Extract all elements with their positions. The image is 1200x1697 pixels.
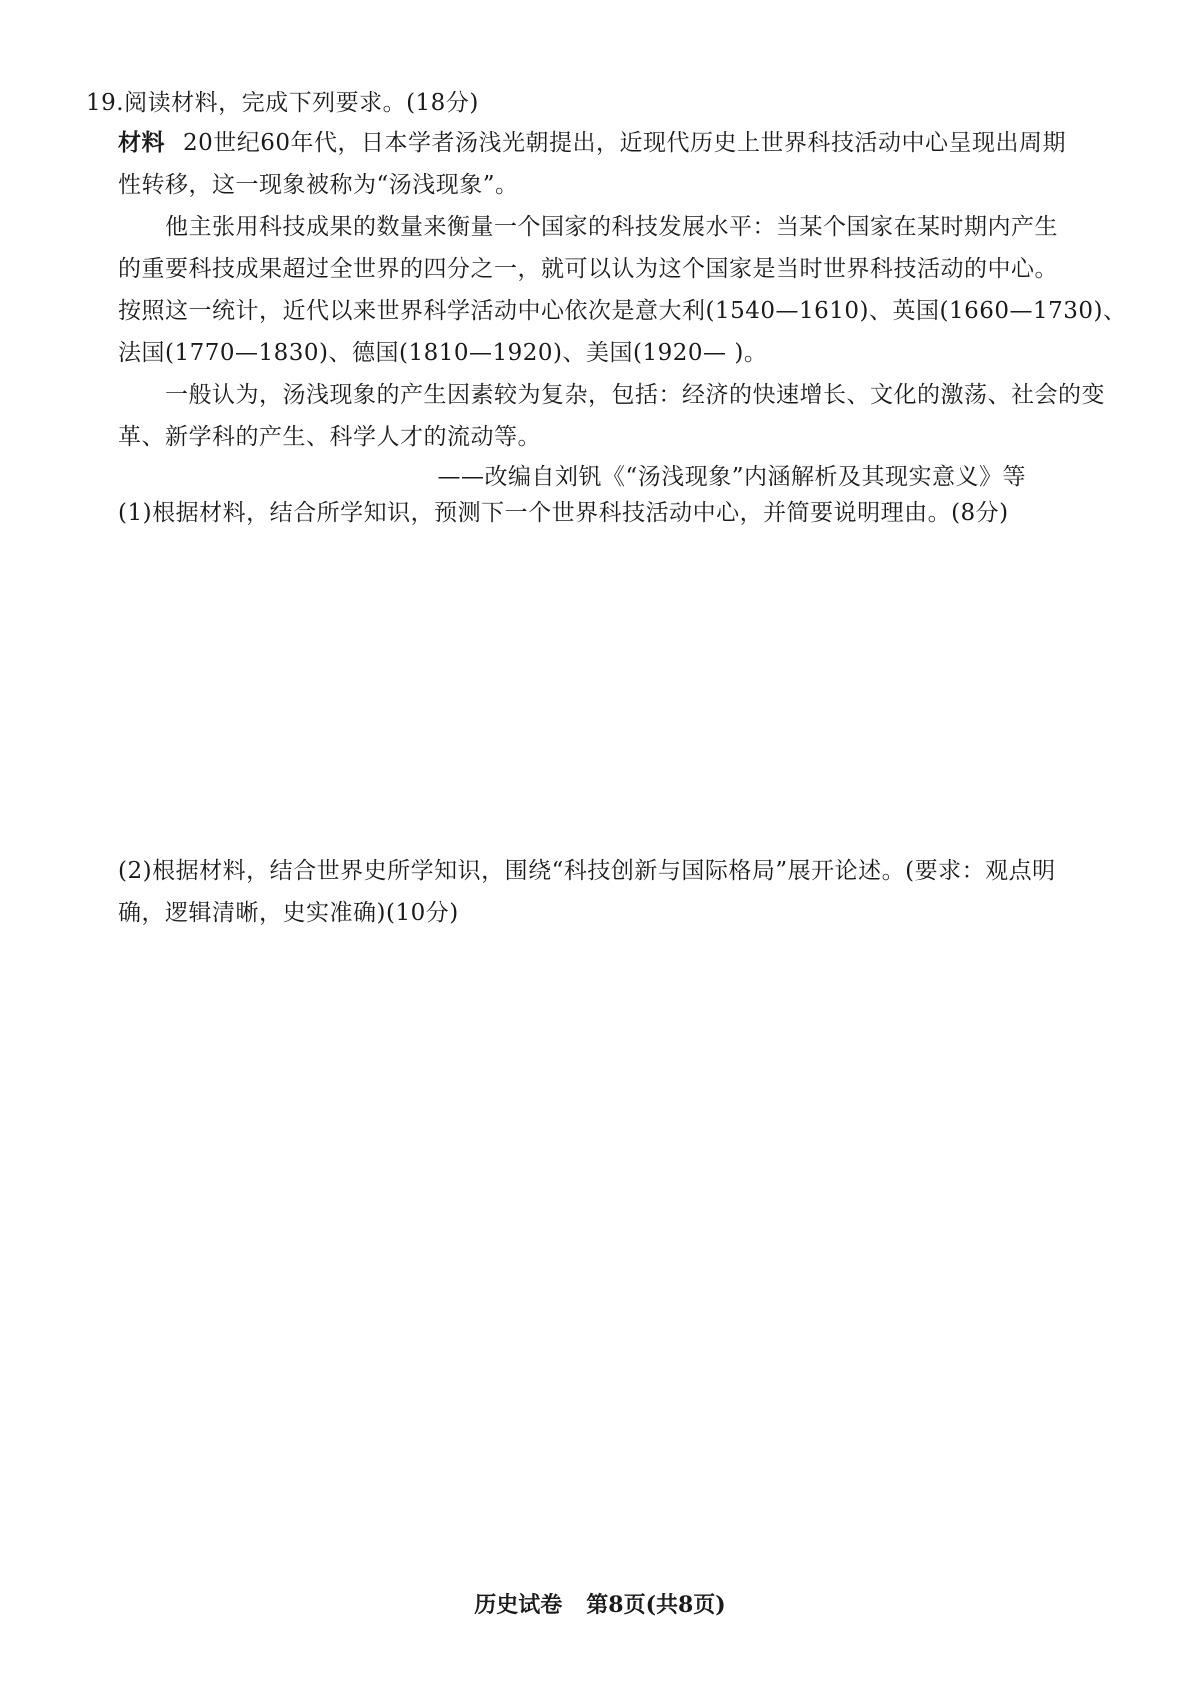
material-text-1: 20世纪60年代，日本学者汤浅光朝提出，近现代历史上世界科技活动中心呈现出周期 — [183, 130, 1067, 156]
material-line-6: 法国(1770—1830)、德国(1810—1920)、美国(1920— )。 — [118, 340, 768, 366]
material-line-4: 的重要科技成果超过全世界的四分之一，就可以认为这个国家是当时世界科技活动的中心。 — [118, 256, 1058, 282]
sub-question-2-line-2: 确，逻辑清晰，史实准确)(10分) — [118, 900, 459, 926]
material-label: 材料 — [118, 129, 165, 156]
question-header: 19.阅读材料，完成下列要求。(18分) — [86, 90, 479, 116]
material-line-8: 革、新学科的产生、科学人才的流动等。 — [118, 424, 541, 450]
page-footer — [0, 1590, 1200, 1620]
footer-subject: 历史试卷 — [474, 1592, 563, 1618]
material-source: ——改编自刘钒《“汤浅现象”内涵解析及其现实意义》等 — [437, 464, 1026, 490]
material-line-3: 他主张用科技成果的数量来衡量一个国家的科技发展水平：当某个国家在某时期内产生 — [165, 214, 1058, 240]
material-line-7: 一般认为，汤浅现象的产生因素较为复杂，包括：经济的快速增长、文化的激荡、社会的变 — [165, 382, 1105, 408]
sub-question-1: (1)根据材料，结合所学知识，预测下一个世界科技活动中心，并简要说明理由。(8分) — [118, 500, 1009, 526]
sub-question-2-line-1: (2)根据材料，结合世界史所学知识，围绕“科技创新与国际格局”展开论述。(要求：观点明 — [118, 858, 1056, 884]
material-line-1 — [118, 128, 1067, 158]
footer-page-number: 第8页(共8页) — [586, 1592, 726, 1618]
material-line-5: 按照这一统计，近代以来世界科学活动中心依次是意大利(1540—1610)、英国(1660—1730)、 — [118, 298, 1127, 324]
material-line-2: 性转移，这一现象被称为“汤浅现象”。 — [118, 172, 519, 198]
